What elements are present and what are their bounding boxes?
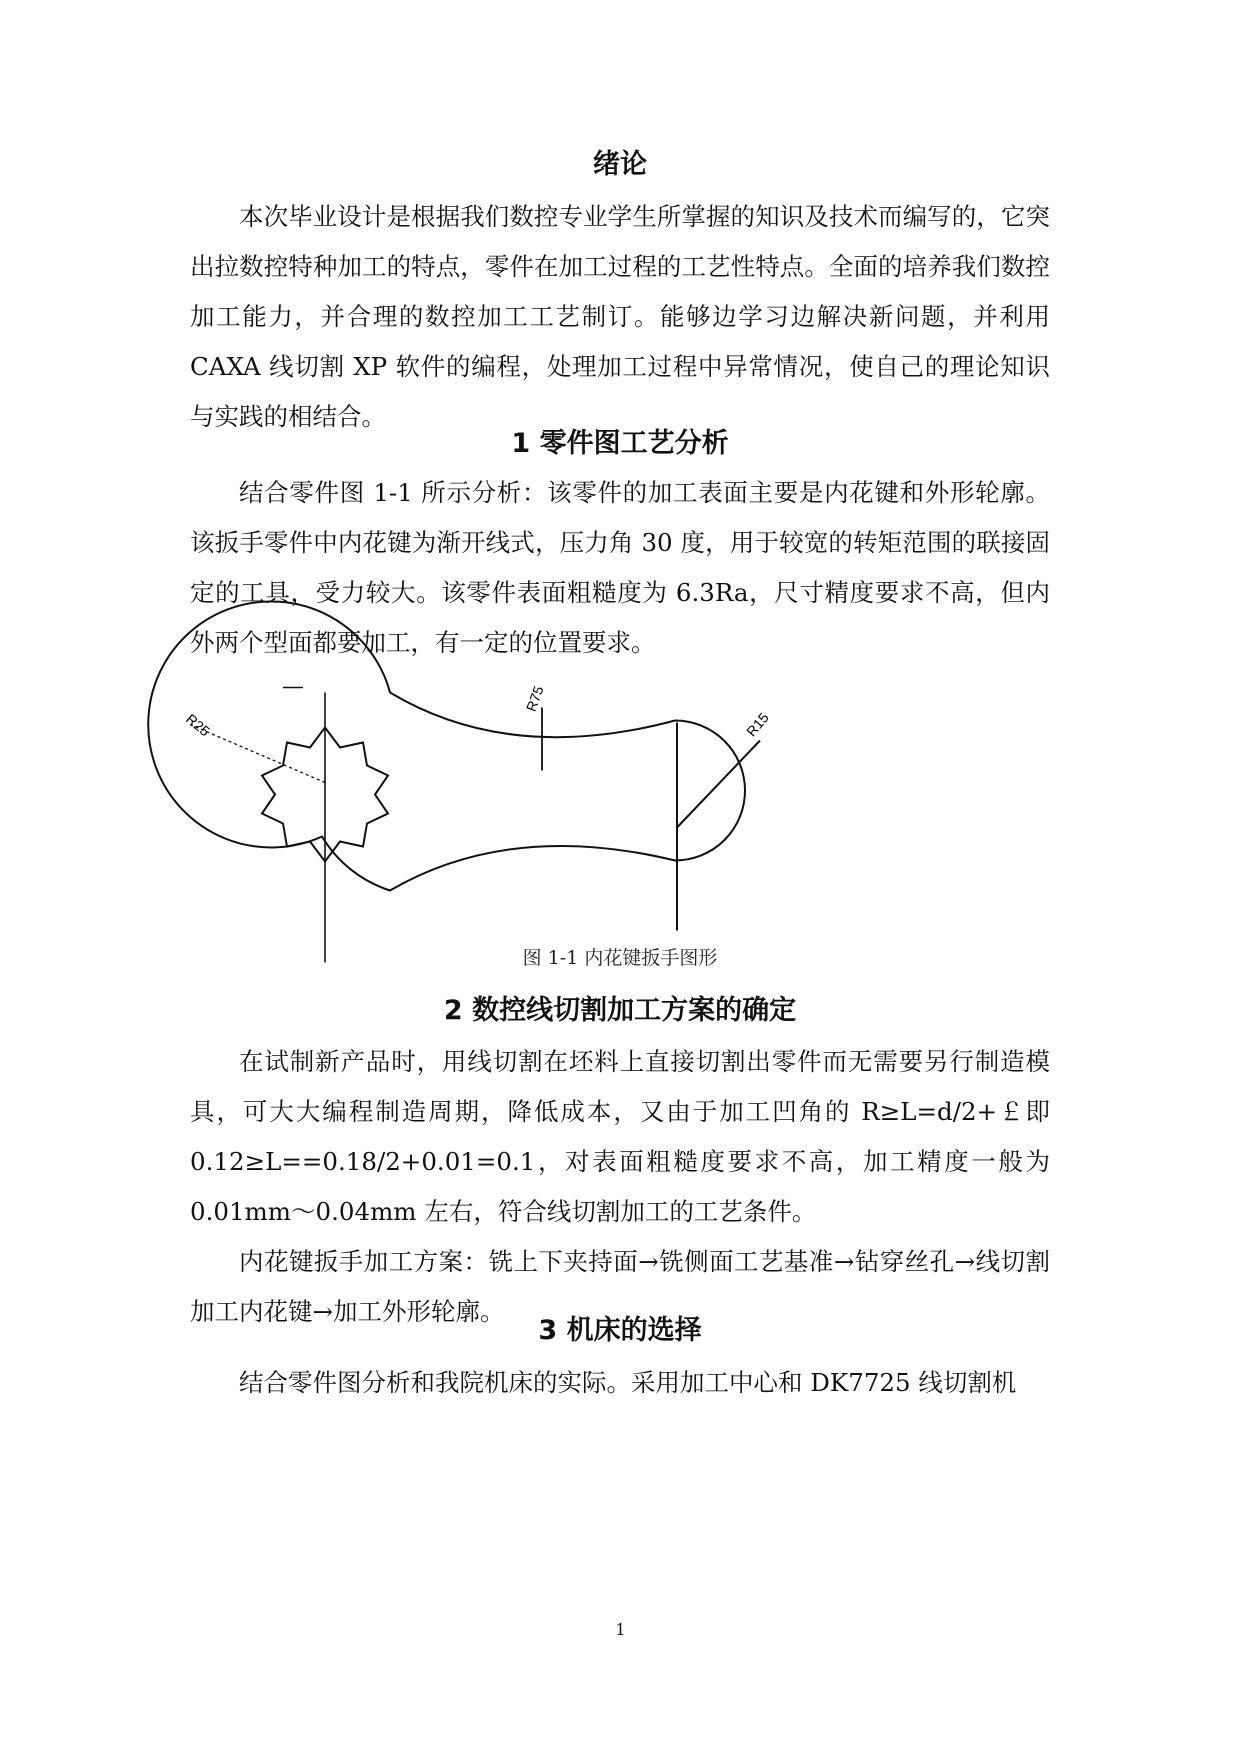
section3-title: 3 机床的选择 (538, 1315, 702, 1346)
section1-paragraph: 结合零件图 1-1 所示分析：该零件的加工表面主要是内花键和外形轮廓。该扳手零件中内花键为渐开线式，压力角 30 度，用于较宽的转矩范围的联接固定的工具，受力较大。该零件表面粗糙度为 6.3Ra，尺寸精度要求不高，但内外两个型面都要加工，有一定的位置要求。 (190, 478, 1050, 657)
section2-title: 2 数控线切割加工方案的确定 (443, 995, 797, 1026)
page-number: 1 (615, 1620, 626, 1639)
wrench-figure (183, 645, 805, 935)
section1-title: 1 零件图工艺分析 (511, 428, 729, 459)
intro-paragraph: 本次毕业设计是根据我们数控专业学生所掌握的知识及技术而编写的，它突出拉数控特种加工的特点，零件在加工过程的工艺性特点。全面的培养我们数控加工能力，并合理的数控加工工艺制订。能够边学习边解决新问题，并利用 CAXA 线切割 XP 软件的编程，处理加工过程中异常情况，使自己的理论知识与实践的相结合。 (190, 202, 1050, 431)
dim-label-r75: R75 (522, 683, 547, 714)
r25-leader (190, 725, 325, 783)
section3-paragraph: 结合零件图分析和我院机床的实际。采用加工中心和 DK7725 线切割机 (239, 1368, 1017, 1397)
dim-label-r25: R25 (183, 710, 214, 740)
dim-label-r15: R15 (743, 709, 772, 740)
figure-caption: 图 1-1 内花键扳手图形 (522, 947, 718, 969)
intro-title: 绪论 (593, 149, 647, 180)
wrench-drawing (148, 601, 760, 962)
outer-contour (148, 601, 745, 890)
section2-paragraph-1: 在试制新产品时，用线切割在坯料上直接切割出零件而无需要另行制造模具，可大大编程制造周期，降低成本，又由于加工凹角的 R≥L=d/2+￡即 0.12≥L==0.18/2+0.01=0.1，对表面粗糙度要求不高，加工精度一般为 0.01mm～0.04mm 左右，符合线切割加工的工艺条件。 (190, 1047, 1050, 1226)
section2-paragraph-2: 内花键扳手加工方案：铣上下夹持面→铣侧面工艺基准→钻穿丝孔→线切割加工内花键→加工外形轮廓。 (190, 1247, 1050, 1326)
r15-leader (677, 741, 760, 828)
